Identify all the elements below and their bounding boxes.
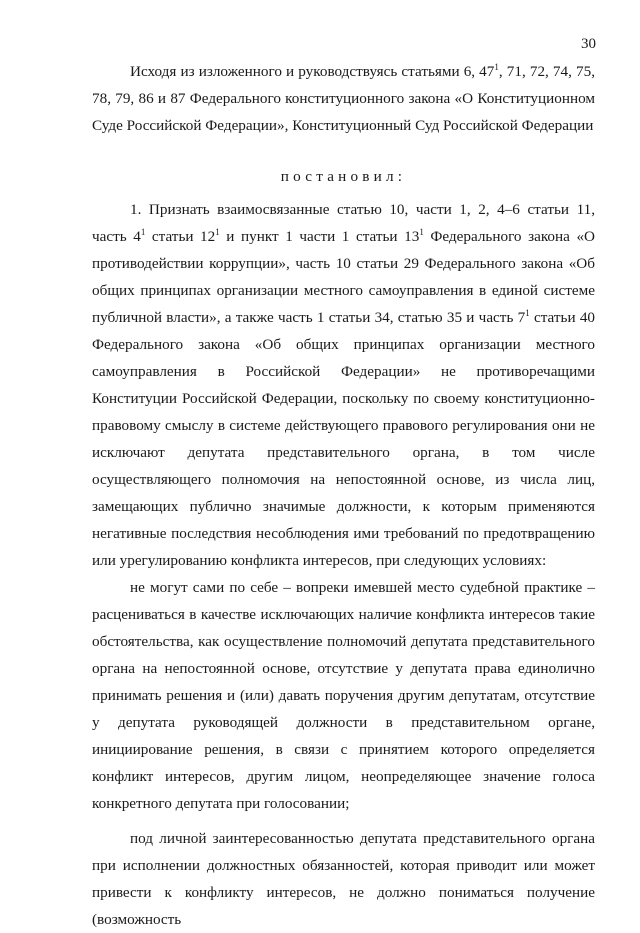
point-1-sup-d: 1 <box>525 308 530 318</box>
intro-text-continued: , 71, 72, 74, 75, 78, 79, 86 и 87 Федерального конституционного закона «О Конституционном Суде Российской Федерации», Конституционный Суд Российской Федерации <box>92 63 595 134</box>
condition-paragraph-1: не могут сами по себе – вопреки имевшей место судебной практике – расцениваться в качестве исключающих наличие конфликта интересов такие обстоятельства, как осуществление полномочий депутата представительного органа на непостоянной основе, отсутствие у депутата права единолично принимать решения и (или) давать поручения другим депутатам, отсутствие у депутата руководящей должности в представительном органе, инициирование решения, в связи с принятием которого определяется конфликт интересов, другим лицом, неопределяющее значение голоса конкретного депутата при голосовании; <box>92 579 595 812</box>
point-1-text-d: Федерального закона «О противодействии коррупции», часть 10 статьи 29 Федерального закона «Об общих принципах организации местного самоуправления в единой системе публичной власти», а также часть 1 статьи 34, статью 35 и часть 7 <box>92 228 596 326</box>
point-1-text-b: статьи 12 <box>145 228 216 245</box>
condition-paragraph-2: под личной заинтересованностью депутата представительного органа при исполнении должностных обязанностей, которая приводит или может привести к конфликту интересов, не должно пониматься получение (возможность <box>92 830 595 928</box>
page-number: 30 <box>581 36 596 52</box>
point-1-text-a: 1. Признать взаимосвязанные статью 10, части 1, 2, 4–6 статьи 11, часть 4 <box>92 201 595 245</box>
point-1-sup-c: 1 <box>419 227 424 237</box>
point-1-sup-b: 1 <box>215 227 220 237</box>
intro-superscript: 1 <box>494 62 499 72</box>
intro-text: Исходя из изложенного и руководствуясь статьями 6, 47 <box>130 63 495 80</box>
point-1-paragraph <box>92 196 595 574</box>
intro-paragraph <box>92 58 595 139</box>
point-1-text-c: и пункт 1 части 1 статьи 13 <box>219 228 420 245</box>
resolution-heading: постановил: <box>280 168 407 185</box>
point-1-text-e: статьи 40 Федерального закона «Об общих принципах организации местного самоуправления в Российской Федерации» не противоречащими Конституции Российской Федерации, поскольку по своему конституционно-правовому смыслу в системе действующего правового регулирования они не исключают депутата представительного органа, в том числе осуществляющего полномочия на непостоянной основе, из числа лиц, замещающих публично значимые должности, к которым применяются негативные последствия несоблюдения ими требований по предотвращению или урегулированию конфликта интересов, при следующих условиях: <box>92 309 596 569</box>
point-1-sup-a: 1 <box>140 227 146 237</box>
